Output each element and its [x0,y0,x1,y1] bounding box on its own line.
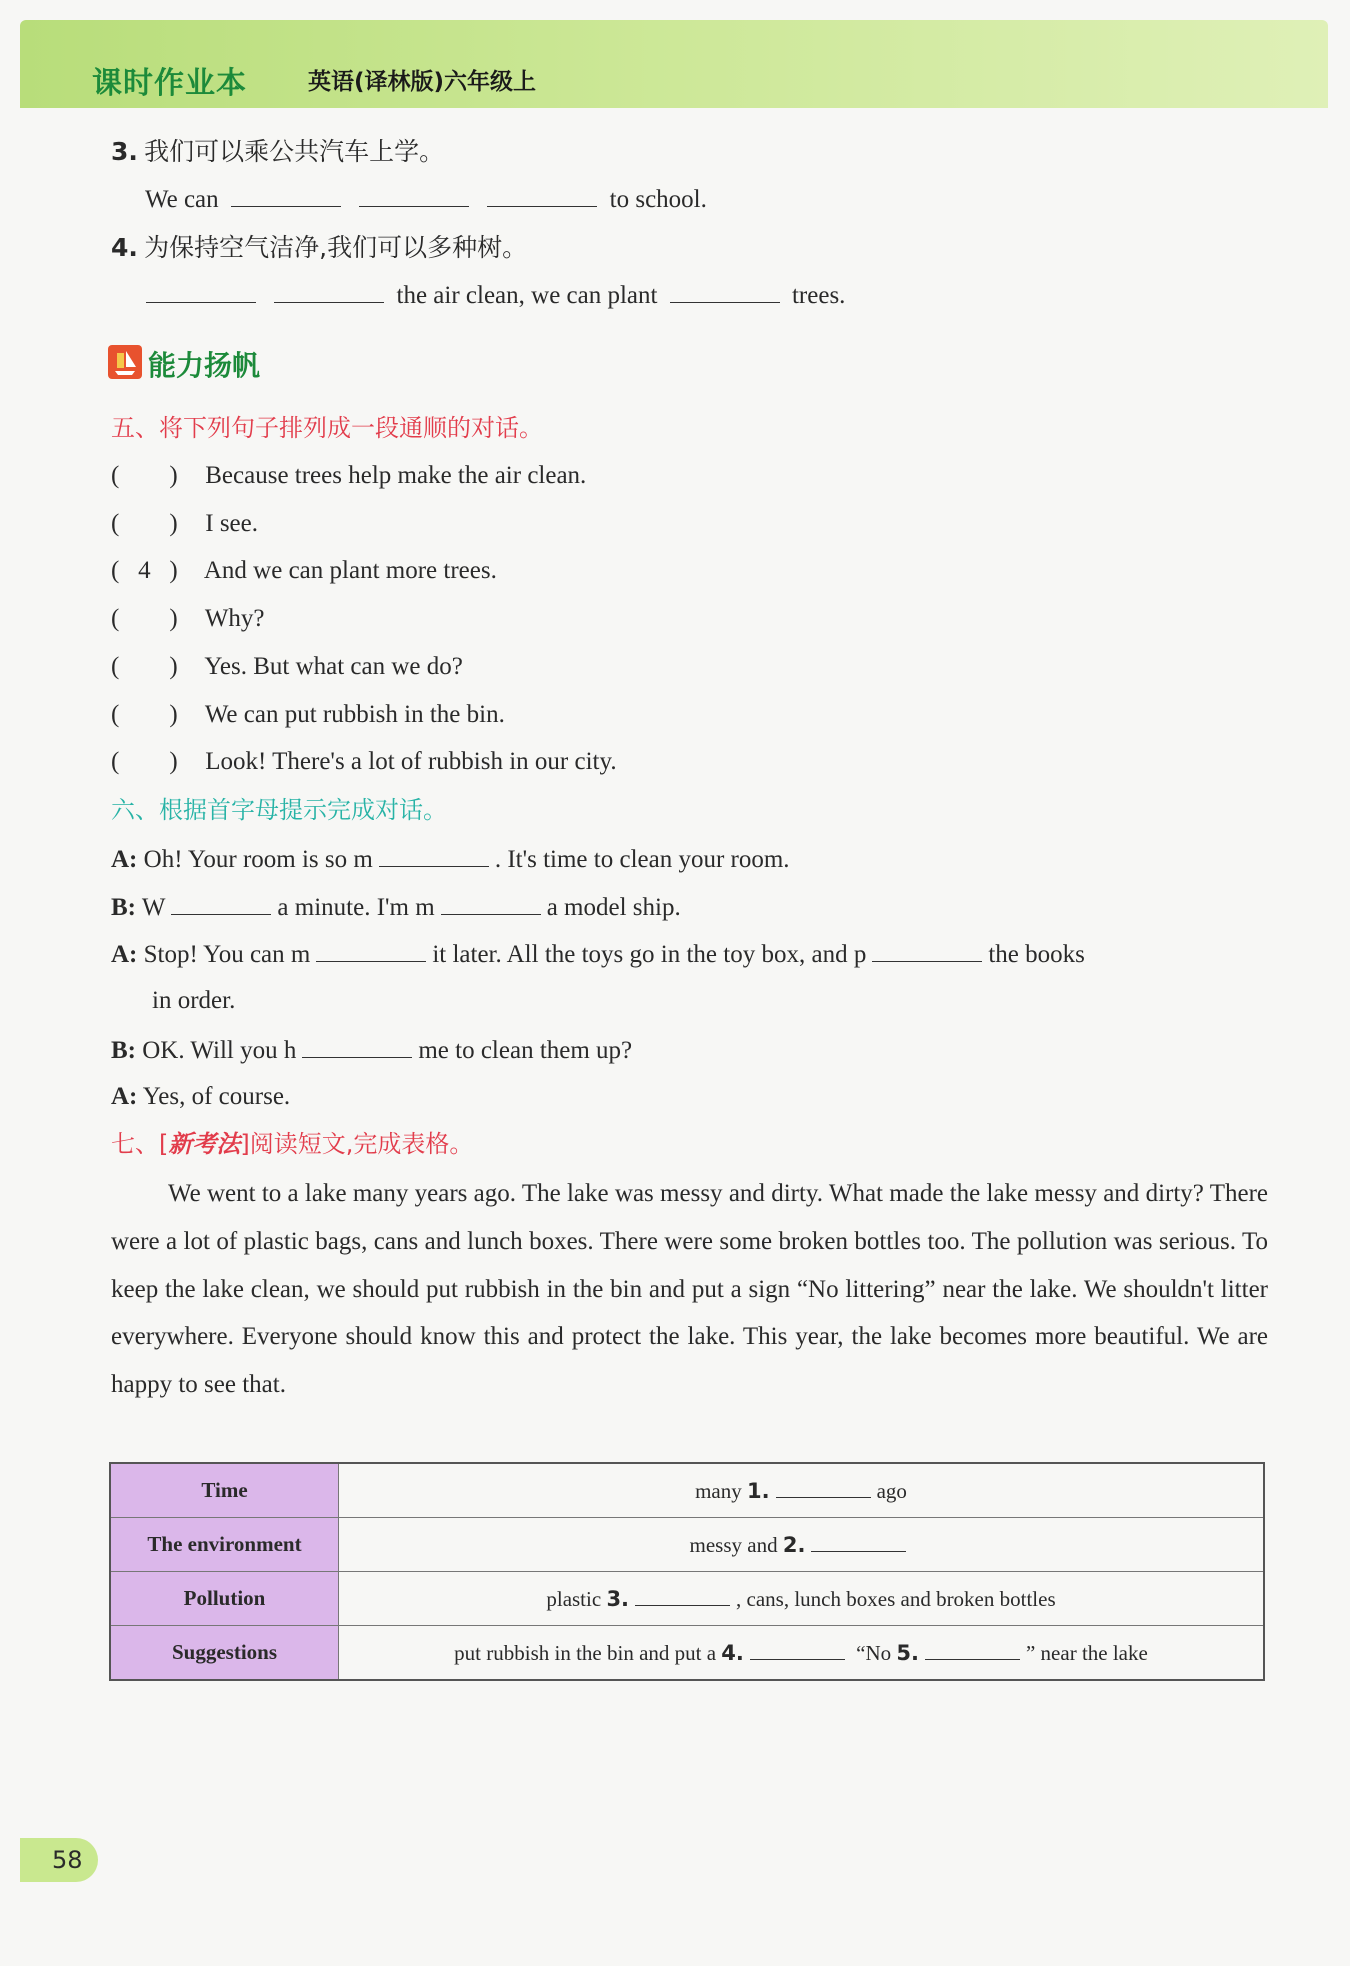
table-row [110,1626,1264,1681]
q6-line-3: A: Stop! You can m it later. All the toys go in the toy box, and p the books [111,937,1085,971]
q4-english: the air clean, we can plant trees. [140,278,845,312]
q3-blank-2[interactable] [359,182,469,207]
row-cell: plastic 3. , cans, lunch boxes and broken bottles [339,1572,1265,1626]
table-row [110,1463,1264,1518]
q6-blank[interactable] [379,842,489,867]
q6-title: 六、根据首字母提示完成对话。 [111,796,447,824]
q5-answer-paren[interactable]: ( 4 ) [111,557,178,584]
table-row [110,1518,1264,1572]
row-cell: messy and 2. [339,1518,1265,1572]
q6-line-5: A: Yes, of course. [111,1083,291,1110]
table-blank-3[interactable] [635,1585,730,1606]
q5-item: ( ) Why? [111,603,265,635]
q5-item: ( ) Yes. But what can we do? [111,651,463,683]
q6-blank[interactable] [441,890,541,915]
q5-answer-paren[interactable]: ( ) [111,510,178,537]
q5-item: ( 4 ) And we can plant more trees. [111,555,497,587]
row-cell: put rubbish in the bin and put a 4. “No 5. ” near the lake [339,1626,1265,1681]
q6-blank[interactable] [302,1033,412,1058]
new-method-tag: 新考法 [168,1130,241,1158]
q3-english: We can to school. [145,182,707,216]
q3-blank-3[interactable] [487,182,597,207]
q6-line-4: B: OK. Will you h me to clean them up? [111,1033,632,1067]
q5-answer-paren[interactable]: ( ) [111,748,178,775]
table-blank-1[interactable] [776,1477,871,1498]
q4-blank-2[interactable] [274,278,384,303]
q5-item: ( ) Because trees help make the air clean. [111,460,586,492]
page-number-tab [20,1838,98,1882]
q4-blank-3[interactable] [670,278,780,303]
table-blank-5[interactable] [925,1639,1020,1660]
q3-blank-1[interactable] [231,182,341,207]
section-title: 能力扬帆 [148,349,261,382]
q5-item: ( ) I see. [111,508,258,540]
reading-passage: We went to a lake many years ago. The lake was messy and dirty. What made the lake messy and dirty? There were a lot of plastic bags, cans and lunch boxes. There were some broken bottles too. The pollution was serious. To keep the lake clean, we should put rubbish in the bin and put a sign “No littering” near the lake. We shouldn't litter everywhere. Everyone should know this and protect the lake. This year, the lake becomes more beautiful. We are happy to see that. [111,1180,1268,1399]
q3-chinese: 3. 我们可以乘公共汽车上学。 [111,137,445,166]
book-subtitle: 英语(译林版)六年级上 [308,69,537,95]
row-header: The environment [110,1518,339,1572]
row-header: Time [110,1463,339,1518]
row-cell: many 1. ago [339,1463,1265,1518]
q5-answer-paren[interactable]: ( ) [111,653,178,680]
page-number: 58 [52,1846,83,1874]
q4-blank-1[interactable] [146,278,256,303]
table-row [110,1572,1264,1626]
q6-blank[interactable] [316,937,426,962]
q6-line-1: A: Oh! Your room is so m . It's time to clean your room. [111,842,790,876]
row-header: Pollution [110,1572,339,1626]
q5-item: ( ) Look! There's a lot of rubbish in our city. [111,746,617,778]
table-blank-2[interactable] [811,1531,906,1552]
q5-title: 五、将下列句子排列成一段通顺的对话。 [111,414,543,442]
q4-chinese: 4. 为保持空气洁净,我们可以多种树。 [111,233,528,262]
q5-answer-paren[interactable]: ( ) [111,605,178,632]
table-blank-4[interactable] [750,1639,845,1660]
q5-item: ( ) We can put rubbish in the bin. [111,699,505,731]
q6-line-2: B: W a minute. I'm m a model ship. [111,890,681,924]
answer-table [109,1462,1265,1681]
q6-blank[interactable] [872,937,982,962]
q6-line-3b: in order. [152,987,236,1014]
q6-blank[interactable] [171,890,271,915]
sail-icon [108,345,142,379]
q5-answer-paren[interactable]: ( ) [111,701,178,728]
book-title: 课时作业本 [92,66,247,101]
q7-title: 七、[新考法]阅读短文,完成表格。 [111,1130,474,1158]
q5-answer-paren[interactable]: ( ) [111,462,178,489]
row-header: Suggestions [110,1626,339,1681]
